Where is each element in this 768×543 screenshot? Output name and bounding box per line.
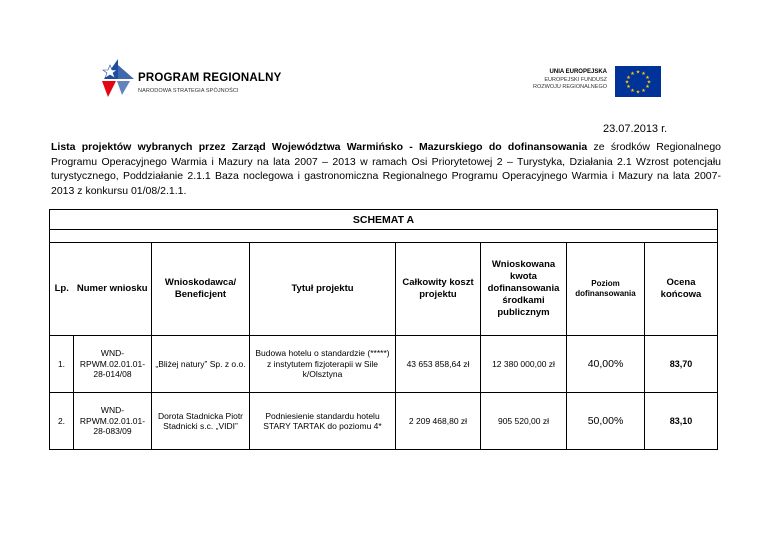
eu-flag-icon <box>615 66 661 97</box>
cell-requested: 905 520,00 zł <box>481 393 567 450</box>
cell-lp: 2. <box>50 393 74 450</box>
cell-beneficiary: „Bliżej natury” Sp. z o.o. <box>152 336 250 393</box>
cell-lp: 1. <box>50 336 74 393</box>
col-header-beneficiary: Wnioskodawca/ Beneficjent <box>152 243 250 336</box>
cell-total-cost: 2 209 468,80 zł <box>396 393 481 450</box>
eu-logo-text <box>533 69 607 92</box>
program-regionalny-emblem-icon <box>100 57 136 99</box>
eu-logo-line2: EUROPEJSKI FUNDUSZ <box>544 76 607 83</box>
col-header-title: Tytuł projektu <box>250 243 396 336</box>
cell-number: WND-RPWM.02.01.01-28-014/08 <box>74 336 152 393</box>
svg-text:★: ★ <box>635 89 641 96</box>
program-regionalny-logo <box>100 57 282 101</box>
table-header-row <box>50 243 718 336</box>
svg-text:★: ★ <box>630 88 635 94</box>
schema-title: SCHEMAT A <box>50 210 718 230</box>
svg-text:★: ★ <box>635 69 641 76</box>
cell-level: 40,00% <box>567 336 645 393</box>
col-header-score: Ocena końcowa <box>645 243 718 336</box>
left-logo-title: PROGRAM REGIONALNY <box>138 72 282 84</box>
svg-text:★: ★ <box>641 88 646 94</box>
col-header-total-cost: Całkowity koszt projektu <box>396 243 481 336</box>
table-row <box>50 393 718 450</box>
col-header-number: Numer wniosku <box>74 243 152 336</box>
svg-text:★: ★ <box>646 79 652 86</box>
intro-bold-text: Lista projektów wybranych przez Zarząd Województwa Warmińsko - Mazurskiego do dofinansowania <box>51 141 588 153</box>
svg-text:★: ★ <box>641 71 646 77</box>
col-header-level: Poziom dofinansowania <box>567 243 645 336</box>
cell-title: Budowa hotelu o standardzie (*****) z instytutem fizjoterapii w Sile k/Olsztyna <box>250 336 396 393</box>
schema-spacer <box>50 230 718 243</box>
cell-beneficiary: Dorota Stadnicka Piotr Stadnicki s.c. „VIDI” <box>152 393 250 450</box>
cell-level: 50,00% <box>567 393 645 450</box>
svg-text:★: ★ <box>645 84 650 90</box>
eu-logo <box>533 66 663 98</box>
svg-text:★: ★ <box>624 79 630 86</box>
svg-text:★: ★ <box>626 75 631 81</box>
svg-text:★: ★ <box>630 71 635 77</box>
col-header-requested: Wnioskowana kwota dofinansowania środkami publicznym <box>481 243 567 336</box>
cell-score: 83,10 <box>645 393 718 450</box>
cell-number: WND-RPWM.02.01.01-28-083/09 <box>74 393 152 450</box>
cell-requested: 12 380 000,00 zł <box>481 336 567 393</box>
table-row <box>50 336 718 393</box>
left-logo-subtitle: NARODOWA STRATEGIA SPÓJNOŚCI <box>138 88 239 94</box>
svg-text:★: ★ <box>645 75 650 81</box>
document-date: 23.07.2013 r. <box>603 123 668 135</box>
cell-total-cost: 43 653 858,64 zł <box>396 336 481 393</box>
eu-logo-line3: ROZWOJU REGIONALNEGO <box>533 84 607 90</box>
svg-text:★: ★ <box>626 84 631 90</box>
col-header-lp: Lp. <box>50 243 74 336</box>
intro-normal-text: ze środków Regionalnego Programu Operacyjnego Warmia i Mazury na lata 2007 – 2013 w ramach Osi Priorytetowej 2 – Turystyka, Działania 2.1 Wzrost potencjału turystycznego, Poddziałanie 2.1.1 Baza noclegowa i gastronomiczna Regionalnego Programu Operacyjnego Warmia i Mazury na lata 2007-2013 z konkursu 01/08/2.1.1. <box>51 141 721 197</box>
cell-title: Podniesienie standardu hotelu STARY TARTAK do poziomu 4* <box>250 393 396 450</box>
intro-paragraph <box>51 140 721 198</box>
projects-table <box>49 209 718 450</box>
cell-score: 83,70 <box>645 336 718 393</box>
eu-logo-line1: UNIA EUROPEJSKA <box>549 69 607 75</box>
